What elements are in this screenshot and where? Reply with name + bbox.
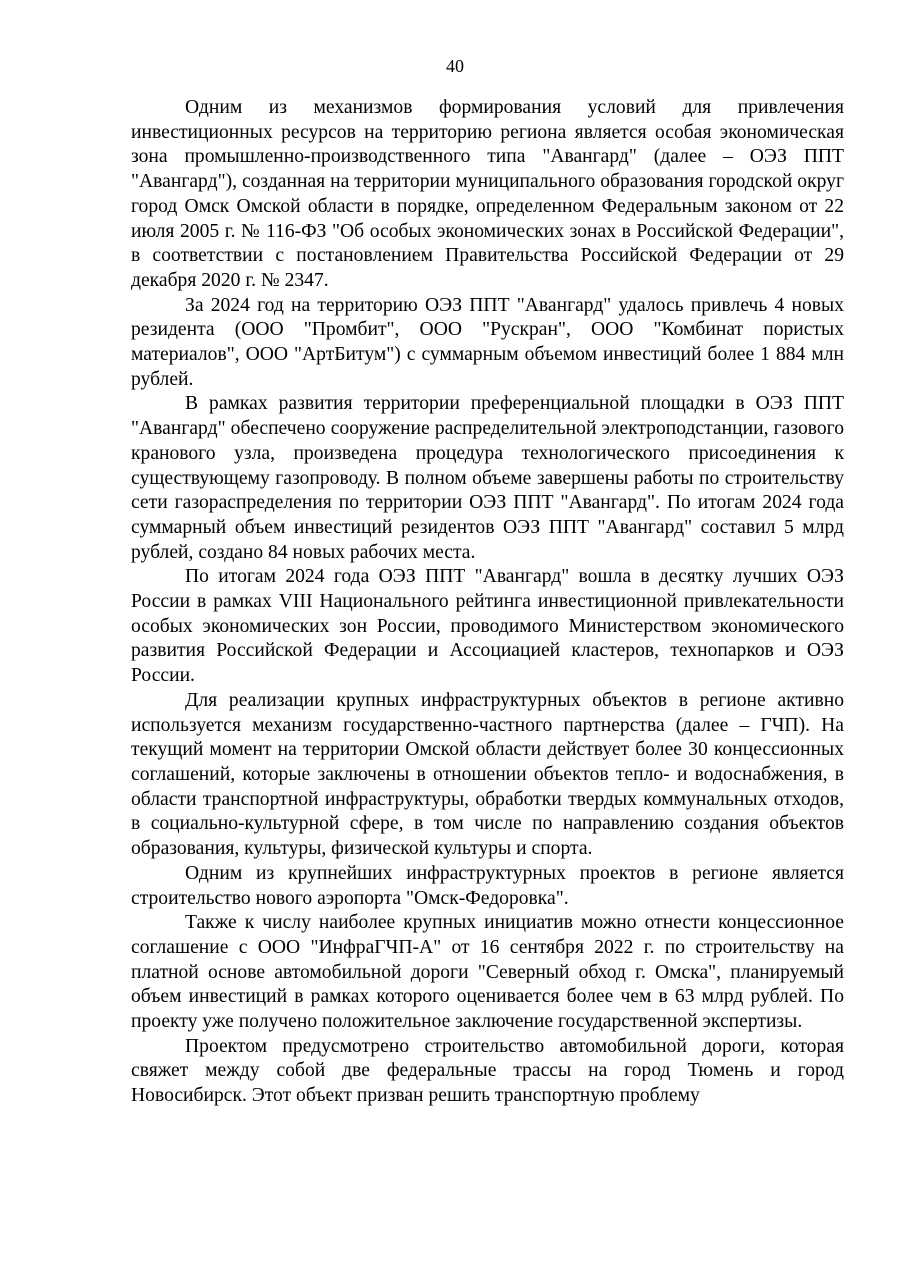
paragraph-northern-bypass-concession: Также к числу наиболее крупных инициатив можно отнести концессионное соглашение с ООО "ИнфраГЧП-А" от 16 сентября 2022 г. по строительству на платной основе автомобильной дороги "Северный обход г. Омска", планируемый объем инвестиций в рамках которого оценивается более чем в 63 млрд рублей. По проекту уже получено положительное заключение государственной экспертизы. — [131, 912, 844, 1033]
paragraph-national-rating: По итогам 2024 года ОЭЗ ППТ "Авангард" вошла в десятку лучших ОЭЗ России в рамках VIII Национального рейтинга инвестиционной привлекательности особых экономических зон России, проводимого Министерством экономического развития Российской Федерации и Ассоциацией кластеров, технопарков и ОЭЗ России. — [131, 566, 844, 687]
paragraph-new-residents-2024: За 2024 год на территорию ОЭЗ ППТ "Авангард" удалось привлечь 4 новых резидента (ООО "Промбит", ООО "Рускран", ООО "Комбинат пористых материалов", ООО "АртБитум") с суммарным объемом инвестиций более 1 884 млн рублей. — [131, 294, 844, 390]
paragraph-public-private-partnership: Для реализации крупных инфраструктурных объектов в регионе активно используется механизм государственно-частного партнерства (далее – ГЧП). На текущий момент на территории Омской области действует более 30 концессионных соглашений, которые заключены в отношении объектов тепло- и водоснабжения, в области транспортной инфраструктуры, обработки твердых коммунальных отходов, в социально-культурной сфере, в том числе по направлению создания объектов образования, культуры, физической культуры и спорта. — [131, 689, 844, 860]
page-number: 40 — [446, 56, 464, 76]
paragraph-road-project-description: Проектом предусмотрено строительство автомобильной дороги, которая свяжет между собой две федеральные трассы на город Тюмень и город Новосибирск. Этот объект призван решить транспортную проблему — [131, 1035, 844, 1107]
paragraph-airport-project: Одним из крупнейших инфраструктурных проектов в регионе является строительство нового аэропорта "Омск-Федоровка". — [131, 862, 844, 909]
paragraph-infrastructure-development: В рамках развития территории преференциальной площадки в ОЭЗ ППТ "Авангард" обеспечено сооружение распределительной электроподстанции, газового кранового узла, произведена процедура технологического присоединения к существующему газопроводу. В полном объеме завершены работы по строительству сети газораспределения по территории ОЭЗ ППТ "Авангард". По итогам 2024 года суммарный объем инвестиций резидентов ОЭЗ ППТ "Авангард" составил 5 млрд рублей, создано 84 новых рабочих места. — [131, 393, 844, 563]
paragraph-sez-avangard-intro: Одним из механизмов формирования условий для привлечения инвестиционных ресурсов на территорию региона является особая экономическая зона промышленно-производственного типа "Авангард" (далее – ОЭЗ ППТ "Авангард"), созданная на территории муниципального образования городской округ город Омск Омской области в порядке, определенном Федеральным законом от 22 июля 2005 г. № 116-ФЗ "Об особых экономических зонах в Российской Федерации", в соответствии с постановлением Правительства Российской Федерации от 29 декабря 2020 г. № 2347. — [131, 97, 844, 291]
document-body — [131, 96, 844, 1109]
